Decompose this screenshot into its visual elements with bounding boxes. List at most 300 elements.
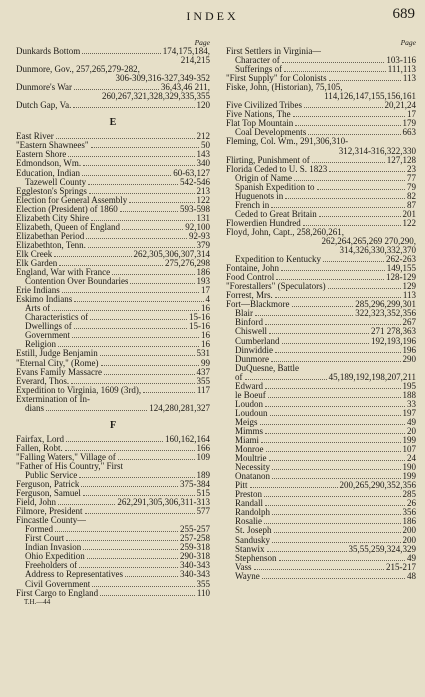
entry-term: Extermination of In- bbox=[16, 394, 90, 404]
dot-leader bbox=[265, 382, 401, 389]
entry-term: Fiske, John, (Historian), 75,105, bbox=[226, 83, 343, 93]
index-entry bbox=[16, 141, 210, 150]
entry-term: Onatanon bbox=[235, 472, 270, 482]
dot-leader bbox=[292, 300, 354, 307]
dot-leader bbox=[272, 536, 400, 543]
entry-term: Field, John bbox=[16, 498, 57, 508]
entry-pages: 4 bbox=[205, 295, 210, 305]
entry-pages: 92,100 bbox=[185, 222, 210, 232]
index-entry bbox=[16, 368, 210, 377]
dot-leader bbox=[269, 454, 406, 461]
index-entry bbox=[16, 498, 210, 507]
dot-leader bbox=[308, 128, 400, 135]
dot-leader bbox=[265, 499, 405, 506]
entry-term: Address to Representatives bbox=[25, 570, 123, 580]
index-entry bbox=[226, 56, 416, 65]
entry-term: St. Joseph bbox=[235, 526, 272, 536]
entry-pages: 23 bbox=[407, 164, 416, 174]
dot-leader bbox=[88, 178, 178, 185]
page-column-label: Page bbox=[194, 38, 210, 47]
index-entry bbox=[16, 561, 210, 570]
entry-term: Sandusky bbox=[235, 535, 271, 545]
index-entry bbox=[16, 543, 210, 552]
dot-leader bbox=[83, 489, 195, 496]
entry-term: Randall bbox=[235, 499, 263, 509]
entry-term: Miami bbox=[235, 436, 259, 446]
entry-term: Fincastle County— bbox=[16, 516, 87, 526]
index-entry bbox=[16, 169, 210, 178]
entry-pages: 267 bbox=[402, 318, 416, 328]
entry-term: Expedition to Virginia, 1609 (3rd), bbox=[16, 385, 142, 395]
index-entry bbox=[16, 480, 210, 489]
entry-term: Fleming, Col. Wm., 291,306,310- bbox=[226, 137, 349, 147]
entry-pages: 79 bbox=[407, 182, 416, 192]
entry-pages: 197 bbox=[402, 408, 416, 418]
index-entry bbox=[226, 291, 416, 300]
dot-leader bbox=[272, 463, 401, 470]
dot-leader bbox=[79, 471, 194, 478]
dot-leader bbox=[66, 534, 178, 541]
entry-pages: 186 bbox=[402, 517, 416, 527]
entry-pages: 160,162,164 bbox=[165, 434, 210, 444]
entry-term: Elizabethton, Tenn. bbox=[16, 240, 86, 250]
entry-pages: 290-318 bbox=[180, 552, 210, 562]
index-entry bbox=[226, 436, 416, 445]
page-title: INDEX bbox=[186, 9, 239, 23]
dot-leader bbox=[91, 141, 199, 148]
dot-leader bbox=[295, 119, 400, 126]
index-entry bbox=[226, 355, 416, 364]
entry-pages: 379 bbox=[196, 240, 210, 250]
entry-pages: 174,175,184, bbox=[162, 47, 210, 56]
dot-leader bbox=[122, 223, 183, 230]
index-entry bbox=[226, 364, 416, 373]
entry-term: Filmore, President bbox=[16, 507, 83, 517]
entry-list-e bbox=[16, 132, 210, 412]
index-entry bbox=[226, 119, 416, 128]
entry-term: Food Control bbox=[226, 273, 275, 283]
index-entry bbox=[226, 490, 416, 499]
section-heading-f: F bbox=[109, 419, 117, 431]
entry-term: Five Nations, The bbox=[226, 110, 291, 120]
entry-term: Everard, Thos. bbox=[16, 376, 70, 386]
dot-leader bbox=[89, 187, 195, 194]
entry-list-f-continued bbox=[226, 47, 416, 581]
index-entry bbox=[16, 47, 210, 56]
index-entry bbox=[16, 386, 210, 395]
index-entry bbox=[226, 156, 416, 165]
dot-leader bbox=[329, 74, 401, 81]
dot-leader bbox=[270, 409, 401, 416]
index-entry bbox=[226, 517, 416, 526]
entry-pages: 131 bbox=[196, 213, 210, 223]
entry-pages: 355 bbox=[196, 376, 210, 386]
dot-leader bbox=[118, 453, 195, 460]
entry-pages: 15-16 bbox=[189, 322, 210, 332]
entry-term: Fontaine, John bbox=[226, 264, 279, 274]
dot-leader bbox=[303, 219, 401, 226]
index-entry bbox=[16, 196, 210, 205]
dot-leader bbox=[104, 368, 195, 375]
index-entry bbox=[16, 205, 210, 214]
page-column-label: Page bbox=[400, 38, 416, 47]
dot-leader bbox=[100, 589, 195, 596]
dot-leader bbox=[112, 268, 194, 275]
index-entry bbox=[226, 210, 416, 219]
entry-term: Flat Top Mountain bbox=[226, 119, 294, 129]
entry-term: Dunkards Bottom bbox=[16, 47, 81, 56]
dot-leader bbox=[62, 286, 199, 293]
entry-pages: 312,314-316,322,330 bbox=[338, 146, 416, 156]
index-entry bbox=[226, 391, 416, 400]
entry-pages: 92-93 bbox=[189, 231, 210, 241]
entry-term: Eggleston's Springs bbox=[16, 186, 87, 196]
index-entry bbox=[16, 286, 210, 295]
entry-pages: 35,55,259,324,329 bbox=[348, 544, 416, 554]
index-entry bbox=[16, 580, 210, 589]
dot-leader bbox=[266, 445, 401, 452]
index-entry bbox=[16, 489, 210, 498]
dot-leader bbox=[272, 472, 401, 479]
entry-term: Monroe bbox=[235, 445, 264, 455]
dot-leader bbox=[52, 304, 199, 311]
entry-pages: 215-217 bbox=[386, 562, 416, 572]
entry-term: Rosalie bbox=[235, 517, 262, 527]
entry-term: Dinwiddie bbox=[235, 345, 273, 355]
entry-pages: 577 bbox=[196, 507, 210, 517]
dot-leader bbox=[312, 156, 385, 163]
entry-pages: 16 bbox=[201, 340, 210, 350]
dot-leader bbox=[261, 436, 401, 443]
dot-leader bbox=[260, 418, 406, 425]
index-entry bbox=[16, 304, 210, 313]
entry-term: Fairfax, Lord bbox=[16, 434, 64, 444]
entry-pages: 113 bbox=[402, 291, 416, 301]
index-entry bbox=[226, 454, 416, 463]
dot-leader bbox=[83, 159, 194, 166]
entry-term: Arts of bbox=[25, 304, 51, 314]
dot-leader bbox=[282, 337, 370, 344]
index-entry bbox=[16, 322, 210, 331]
entry-term: Five Civilized Tribes bbox=[226, 101, 303, 111]
entry-pages: 124,280,281,327 bbox=[149, 403, 210, 413]
index-entry bbox=[226, 183, 416, 192]
index-entry bbox=[16, 359, 210, 368]
dot-leader bbox=[250, 481, 338, 488]
entry-pages: 195 bbox=[402, 381, 416, 391]
dot-leader bbox=[68, 150, 194, 157]
index-entry bbox=[16, 444, 210, 453]
entry-term: Dunmore, Gov., 257,265,279-282, bbox=[16, 65, 140, 75]
dot-leader bbox=[317, 183, 406, 190]
entry-term: Stephenson bbox=[235, 553, 277, 563]
index-entry bbox=[226, 382, 416, 391]
dot-leader bbox=[264, 517, 401, 524]
dot-leader bbox=[86, 232, 187, 239]
index-entry bbox=[226, 373, 416, 382]
entry-term: Spanish Expedition to bbox=[235, 182, 315, 192]
entry-term: Sufferings of bbox=[235, 65, 283, 75]
entry-pages: 122 bbox=[402, 218, 416, 228]
index-entry bbox=[226, 65, 416, 74]
dot-leader bbox=[143, 386, 195, 393]
index-entry bbox=[226, 165, 416, 174]
index-entry bbox=[226, 264, 416, 273]
index-entry bbox=[226, 192, 416, 201]
index-entry bbox=[226, 228, 416, 237]
entry-pages: 190 bbox=[402, 463, 416, 473]
entry-pages: 262-263 bbox=[386, 255, 416, 265]
index-entry bbox=[226, 110, 416, 119]
entry-pages: 20 bbox=[407, 426, 416, 436]
index-entry bbox=[226, 101, 416, 110]
entry-term: Dunmore's War bbox=[16, 83, 72, 93]
dot-leader bbox=[279, 554, 406, 561]
entry-pages: 24 bbox=[407, 454, 416, 464]
entry-pages: 196 bbox=[402, 345, 416, 355]
index-entry bbox=[16, 241, 210, 250]
entry-term: Indian Invasion bbox=[25, 543, 82, 553]
entry-term: "First Supply" for Colonists bbox=[226, 74, 327, 84]
entry-term: Ferguson, Patrick bbox=[16, 480, 80, 490]
entry-term: Meigs bbox=[235, 417, 258, 427]
dot-leader bbox=[264, 490, 401, 497]
entry-pages: 26 bbox=[407, 499, 416, 509]
entry-pages: 128-129 bbox=[386, 273, 416, 283]
entry-term: Estill, Judge Benjamin bbox=[16, 349, 98, 359]
entry-term: Flowerdien Hundred bbox=[226, 218, 301, 228]
dot-leader bbox=[254, 563, 384, 570]
dot-leader bbox=[90, 313, 187, 320]
entry-pages: 77 bbox=[407, 173, 416, 183]
entry-pages: 87 bbox=[407, 200, 416, 210]
index-entry bbox=[16, 453, 210, 462]
index-entry bbox=[226, 526, 416, 535]
entry-term: Loudoun bbox=[235, 408, 268, 418]
dot-leader bbox=[46, 404, 147, 411]
entry-pages: 200 bbox=[402, 535, 416, 545]
entry-term: First Settlers in Virginia— bbox=[226, 47, 322, 56]
dot-leader bbox=[54, 250, 131, 257]
entry-term: "Forestallers" (Speculators) bbox=[226, 282, 326, 292]
dot-leader bbox=[81, 480, 178, 487]
index-entry bbox=[226, 427, 416, 436]
entry-pages: 17 bbox=[407, 110, 416, 120]
entry-term: "Father of His Country," First bbox=[16, 461, 124, 471]
left-column bbox=[16, 38, 210, 606]
dot-leader bbox=[74, 295, 203, 302]
entry-pages: 17 bbox=[201, 286, 210, 296]
entry-pages: 15-16 bbox=[189, 313, 210, 323]
entry-term: Chiswell bbox=[235, 327, 268, 337]
entry-term: Ferguson, Samuel bbox=[16, 489, 81, 499]
index-entry bbox=[226, 282, 416, 291]
index-entry bbox=[16, 313, 210, 322]
entry-pages: 107 bbox=[402, 445, 416, 455]
entry-pages: 179 bbox=[402, 119, 416, 129]
entry-pages: 340-343 bbox=[180, 561, 210, 571]
entry-term: Cumberland bbox=[235, 336, 280, 346]
entry-pages: 285,296,299,301 bbox=[355, 300, 416, 310]
dot-leader bbox=[92, 580, 194, 587]
entry-term: Expedition to Kentucky bbox=[235, 255, 321, 265]
entry-term: Government bbox=[25, 331, 70, 341]
index-entry bbox=[226, 572, 416, 581]
entry-term: "Eternal City," (Rome) bbox=[16, 358, 99, 368]
entry-pages: 50 bbox=[201, 141, 210, 151]
index-entry bbox=[226, 201, 416, 210]
index-entry bbox=[226, 400, 416, 409]
dot-leader bbox=[65, 444, 195, 451]
entry-term: Florida Ceded to U. S. 1823 bbox=[226, 164, 328, 174]
entry-term: Elizabeth City Shire bbox=[16, 213, 89, 223]
entry-term: Education, Indian bbox=[16, 168, 80, 178]
entry-term: Huguenots in bbox=[235, 191, 284, 201]
entry-pages: 143 bbox=[196, 150, 210, 160]
index-entry bbox=[16, 277, 210, 286]
dot-leader bbox=[79, 561, 178, 568]
dot-leader bbox=[101, 359, 200, 366]
entry-term: Dutch Gap, Va. bbox=[16, 101, 72, 111]
dot-leader bbox=[284, 65, 386, 72]
index-entry bbox=[16, 552, 210, 561]
index-entry bbox=[16, 178, 210, 187]
index-entry bbox=[16, 223, 210, 232]
entry-pages: 36,43,46 211, bbox=[160, 83, 210, 93]
dot-leader bbox=[87, 552, 178, 559]
entry-term: le Boeuf bbox=[235, 390, 266, 400]
dot-leader bbox=[91, 214, 195, 221]
entry-term: Vass bbox=[235, 562, 252, 572]
entry-term: Ceded to Great Britain bbox=[235, 209, 317, 219]
entry-term: Religion bbox=[25, 340, 56, 350]
index-entry bbox=[16, 534, 210, 543]
entry-pages: 213 bbox=[196, 186, 210, 196]
entry-pages: 306-309,316-327,349-352 bbox=[115, 74, 210, 84]
index-entry bbox=[226, 508, 416, 517]
entry-term: "Eastern Shawnees" bbox=[16, 141, 89, 151]
index-entry bbox=[16, 331, 210, 340]
entry-term: Stanwix bbox=[235, 544, 265, 554]
entry-pages: 109 bbox=[196, 452, 210, 462]
index-entry bbox=[16, 83, 210, 92]
entry-term: Tazewell County bbox=[25, 177, 87, 187]
entry-term: Moultrie bbox=[235, 454, 267, 464]
index-entry bbox=[226, 337, 416, 346]
dot-leader bbox=[275, 346, 401, 353]
dot-leader bbox=[245, 373, 327, 380]
dot-leader bbox=[293, 110, 405, 117]
entry-pages: 110 bbox=[196, 588, 210, 598]
entry-term: Evans Family Massacre bbox=[16, 367, 102, 377]
entry-pages: 60-63,127 bbox=[173, 168, 210, 178]
entry-term: Contention Over Boundaries bbox=[25, 277, 129, 287]
index-entry bbox=[226, 137, 416, 146]
index-entry bbox=[226, 237, 416, 246]
entry-term: Fort—Blackmore bbox=[226, 300, 290, 310]
index-entry bbox=[16, 159, 210, 168]
entry-term: Election (President) of 1860 bbox=[16, 204, 118, 214]
dot-leader bbox=[125, 570, 178, 577]
entry-term: Blair bbox=[235, 309, 253, 319]
index-entry bbox=[226, 309, 416, 318]
entry-pages: 113 bbox=[402, 74, 416, 84]
entry-pages: 20,21,24 bbox=[384, 101, 416, 111]
entry-pages: 199 bbox=[402, 472, 416, 482]
entry-term: Coal Developments bbox=[235, 128, 307, 138]
entry-pages: 285 bbox=[402, 490, 416, 500]
entry-term: Floyd, John, Capt., 258,260,261, bbox=[226, 227, 345, 237]
entry-pages: 33 bbox=[407, 399, 416, 409]
entry-pages: 192,193,196 bbox=[371, 336, 416, 346]
right-column bbox=[226, 38, 416, 581]
entry-term: Preston bbox=[235, 490, 262, 500]
entry-term: East River bbox=[16, 132, 54, 142]
entry-term: Edward bbox=[235, 381, 263, 391]
entry-pages: 200,265,290,352,356 bbox=[339, 481, 416, 491]
entry-pages: 103-116 bbox=[386, 56, 416, 66]
entry-pages: 531 bbox=[196, 349, 210, 359]
index-entry bbox=[16, 295, 210, 304]
index-entry bbox=[16, 395, 210, 404]
entry-pages: 16 bbox=[201, 304, 210, 314]
dot-leader bbox=[56, 132, 195, 139]
dot-leader bbox=[265, 427, 405, 434]
dot-leader bbox=[130, 277, 194, 284]
entry-term: DuQuesne, Battle bbox=[235, 363, 299, 373]
dot-leader bbox=[129, 196, 194, 203]
entry-term: "Falling Waters," Village of bbox=[16, 452, 116, 462]
index-entry bbox=[16, 214, 210, 223]
index-entry bbox=[16, 525, 210, 534]
entry-pages: 82 bbox=[407, 191, 416, 201]
entry-pages: 117 bbox=[196, 385, 210, 395]
entry-pages: 111,113 bbox=[387, 65, 416, 75]
page-header bbox=[0, 6, 425, 24]
index-entry bbox=[16, 377, 210, 386]
entry-term: dians bbox=[25, 403, 44, 413]
index-entry bbox=[226, 273, 416, 282]
entry-pages: 262,305,306,307,314 bbox=[133, 249, 210, 259]
entry-term: French in bbox=[235, 200, 270, 210]
dot-leader bbox=[281, 264, 385, 271]
entry-term: Civil Government bbox=[25, 579, 91, 589]
entry-term: Formed bbox=[25, 525, 53, 535]
index-entry bbox=[226, 300, 416, 309]
entry-term: Freeholders of bbox=[25, 561, 78, 571]
entry-term: Elizabeth, Queen of England bbox=[16, 222, 120, 232]
dot-leader bbox=[267, 545, 347, 552]
index-entry bbox=[16, 187, 210, 196]
entry-pages: 45,189,192,198,207,211 bbox=[328, 372, 416, 382]
dot-leader bbox=[83, 543, 178, 550]
index-entry bbox=[16, 56, 210, 65]
dot-leader bbox=[120, 205, 178, 212]
dot-leader bbox=[74, 322, 187, 329]
entry-pages: 259-318 bbox=[180, 543, 210, 553]
dot-leader bbox=[323, 255, 384, 262]
entry-pages: 188 bbox=[402, 390, 416, 400]
dot-leader bbox=[58, 498, 115, 505]
entry-term: Elizabethan Period bbox=[16, 231, 85, 241]
index-entry bbox=[226, 219, 416, 228]
entry-term: Dunmore bbox=[235, 354, 269, 364]
entry-term: Public Service bbox=[25, 470, 78, 480]
index-entry bbox=[226, 463, 416, 472]
entry-pages: 542-546 bbox=[180, 177, 210, 187]
entry-pages: 149,155 bbox=[386, 264, 416, 274]
dot-leader bbox=[59, 259, 163, 266]
